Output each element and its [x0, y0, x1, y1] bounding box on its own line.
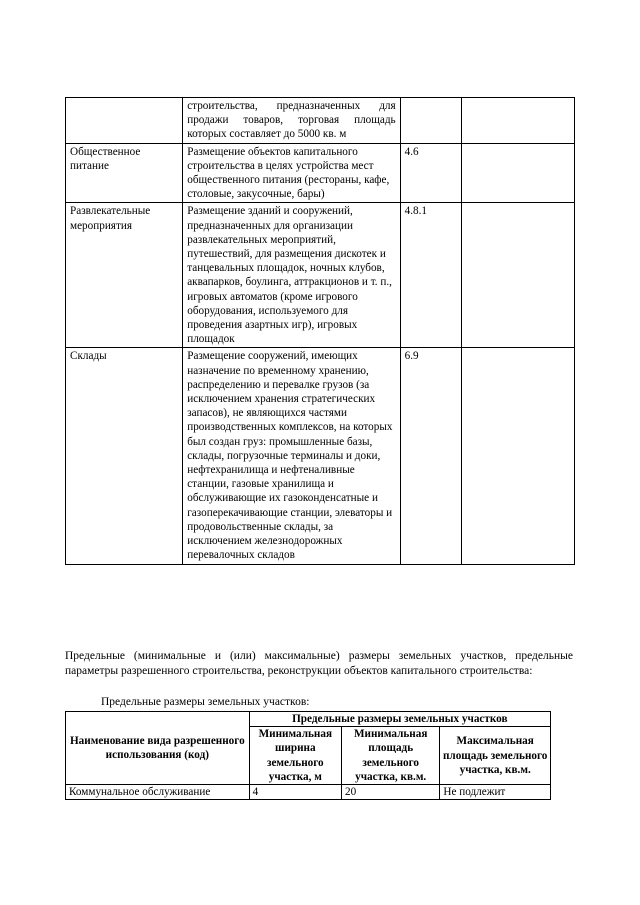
use-code-cell: 4.6 [400, 143, 461, 203]
use-name-cell [66, 98, 183, 144]
use-description-cell: строительства, предназначенных для продажи товаров, торговая площадь которых составляет до 5000 кв. м [183, 98, 400, 144]
use-code-cell: 4.8.1 [400, 203, 461, 348]
use-description-cell: Размещение объектов капитального строительства в целях устройства мест общественного питания (рестораны, кафе, столовые, закусочные, бары) [183, 143, 400, 203]
column-header-max-area: Максимальная площадь земельного участка, кв.м. [440, 727, 551, 785]
column-header-min-area: Минимальная площадь земельного участка, кв.м. [341, 727, 439, 785]
table-row [66, 98, 575, 144]
table-row [66, 143, 575, 203]
sizes-paragraph: Предельные размеры земельных участков: [101, 696, 310, 708]
table-row [66, 203, 575, 348]
use-note-cell [461, 348, 574, 564]
table-row [66, 348, 575, 564]
table-header-row [66, 712, 551, 727]
use-name-cell: Склады [66, 348, 183, 564]
column-group-header: Предельные размеры земельных участков [249, 712, 550, 727]
size-max-area-cell: Не подлежит [440, 785, 551, 800]
plot-sizes-table [65, 711, 551, 800]
size-use-name-cell: Коммунальное обслуживание [66, 785, 250, 800]
table-row [66, 785, 551, 800]
use-name-cell: Общественное питание [66, 143, 183, 203]
column-header-min-width: Минимальная ширина земельного участка, м [249, 727, 341, 785]
use-description-cell: Размещение сооружений, имеющих назначение по временному хранению, распределению и перевалке грузов (за исключением хранения стратегических запасов), не являющихся частями производственных комплексов, на которых был создан груз: промышленные базы, склады, погрузочные терминалы и доки, нефтехранилища и нефтеналивные станции, газовые хранилища и обслуживающие их газоконденсатные и газоперекачивающие станции, элеваторы и продовольственные склады, за исключением железнодорожных перевалочных складов [183, 348, 400, 564]
use-note-cell [461, 203, 574, 348]
use-note-cell [461, 98, 574, 144]
use-description-cell: Размещение зданий и сооружений, предназначенных для организации развлекательных мероприятий, путешествий, для размещения дискотек и танцевальных площадок, ночных клубов, аквапарков, боулинга, аттракционов и т. п., игровых автоматов (кроме игрового оборудования, используемого для проведения азартных игр), игровых площадок [183, 203, 400, 348]
use-code-cell: 6.9 [400, 348, 461, 564]
use-name-cell: Развлекательные мероприятия [66, 203, 183, 348]
limits-paragraph: Предельные (минимальные и (или) максимальные) размеры земельных участков, предельные параметры разрешенного строительства, реконструкции объектов капитального строительства: [65, 650, 573, 677]
column-header-use-name: Наименование вида разрешенного использования (код) [66, 712, 250, 785]
size-min-width-cell: 4 [249, 785, 341, 800]
use-code-cell [400, 98, 461, 144]
use-note-cell [461, 143, 574, 203]
permitted-uses-table [65, 97, 575, 565]
size-min-area-cell: 20 [341, 785, 439, 800]
